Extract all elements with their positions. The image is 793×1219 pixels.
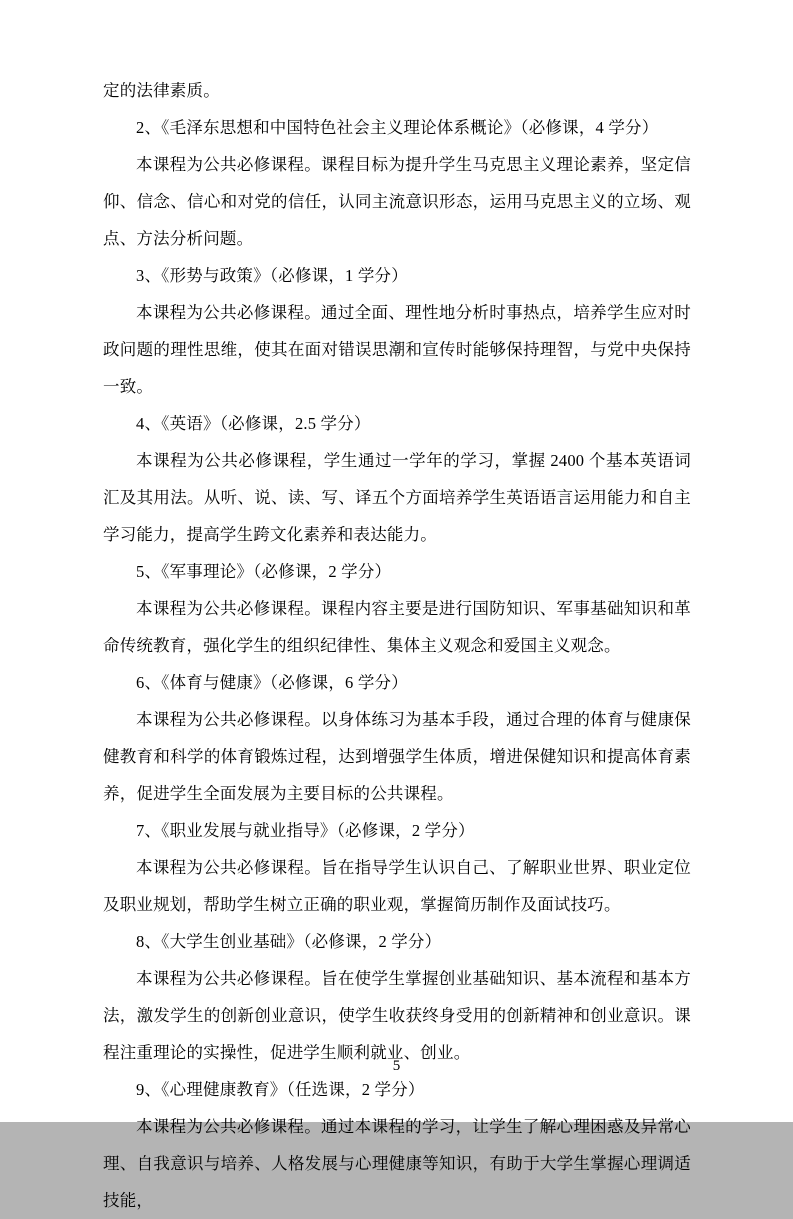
course-description-5: 本课程为公共必修课程。课程内容主要是进行国防知识、军事基础知识和革命传统教育，强化学生的组织纪律性、集体主义观念和爱国主义观念。	[103, 599, 691, 655]
document-body	[103, 72, 691, 1219]
course-description-9: 本课程为公共必修课程。通过本课程的学习，让学生了解心理困惑及异常心理、自我意识与培养、人格发展与心理健康等知识，有助于大学生掌握心理调适技能，	[103, 1117, 691, 1210]
course-heading-9: 9、《心理健康教育》（任选课，2 学分）	[136, 1080, 425, 1099]
course-description-4: 本课程为公共必修课程，学生通过一学年的学习，掌握 2400 个基本英语词汇及其用法。从听、说、读、写、译五个方面培养学生英语语言运用能力和自主学习能力，提高学生跨文化素养和表达能力。	[103, 451, 691, 544]
course-heading-5: 5、《军事理论》（必修课，2 学分）	[136, 562, 392, 581]
course-description-3: 本课程为公共必修课程。通过全面、理性地分析时事热点，培养学生应对时政问题的理性思维，使其在面对错误思潮和宣传时能够保持理智，与党中央保持一致。	[103, 303, 691, 396]
course-heading-6: 6、《体育与健康》（必修课，6 学分）	[136, 673, 408, 692]
page-number: 5	[392, 1058, 401, 1074]
course-heading-7: 7、《职业发展与就业指导》（必修课，2 学分）	[136, 821, 475, 840]
course-description-7: 本课程为公共必修课程。旨在指导学生认识自己、了解职业世界、职业定位及职业规划，帮助学生树立正确的职业观，掌握简历制作及面试技巧。	[103, 858, 691, 914]
course-description-8: 本课程为公共必修课程。旨在使学生掌握创业基础知识、基本流程和基本方法，激发学生的创新创业意识，使学生收获终身受用的创新精神和创业意识。课程注重理论的实操性，促进学生顺利就业、创业。	[103, 969, 691, 1062]
course-description-2: 本课程为公共必修课程。课程目标为提升学生马克思主义理论素养，坚定信仰、信念、信心和对党的信任，认同主流意识形态，运用马克思主义的立场、观点、方法分析问题。	[103, 155, 691, 248]
course-heading-8: 8、《大学生创业基础》（必修课，2 学分）	[136, 932, 442, 951]
course-description-6: 本课程为公共必修课程。以身体练习为基本手段，通过合理的体育与健康保健教育和科学的体育锻炼过程，达到增强学生体质，增进保健知识和提高体育素养，促进学生全面发展为主要目标的公共课程。	[103, 710, 691, 803]
course-heading-2: 2、《毛泽东思想和中国特色社会主义理论体系概论》（必修课，4 学分）	[136, 118, 659, 137]
course-heading-4: 4、《英语》（必修课，2.5 学分）	[136, 414, 371, 433]
course-heading-3: 3、《形势与政策》（必修课，1 学分）	[136, 266, 408, 285]
paragraph-continuation: 定的法律素质。	[103, 81, 220, 100]
